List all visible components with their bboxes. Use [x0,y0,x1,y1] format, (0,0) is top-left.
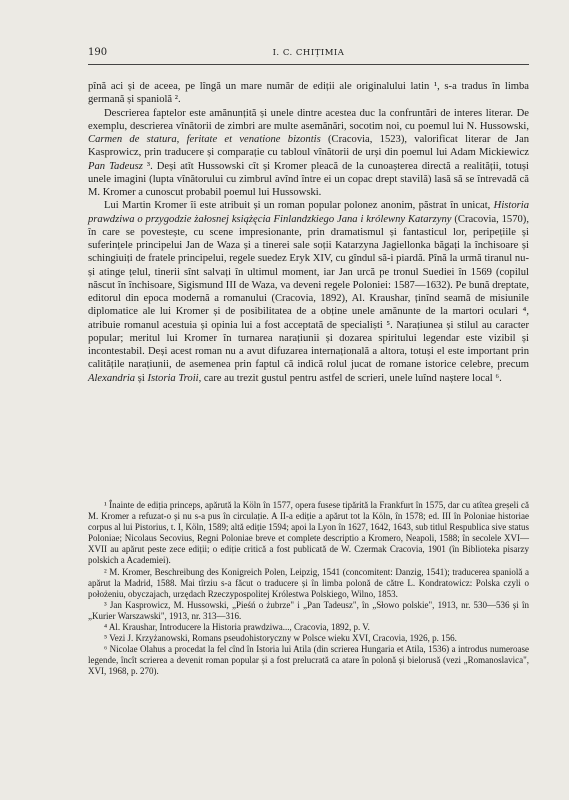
paragraph-3-text-c: și [135,372,148,384]
footnote-1: ¹ Înainte de ediția princeps, apărută la Köln în 1577, opera fusese tipărită la Frankfurt în 1575, dar cu atîtea greșeli că M. Kromer a refuzat-o și nu s-a pus în circulație. A II-a ediție a apărut tot la Köln, în 1578; ed. III în Poloniae historiae corpus al lui Pistorius, t. I, Köln, 1589; altă ediție 1594; apoi la Lyon în 1627, 1642, 1643, sub titlul Respublica sive status Poloniae; Nicolaus Secovius, Regni Poloniae breve et complete descriptio a Kromero, Neapoli, 1588; în secolele XVI—XVII au apărut peste zece ediții; o ediție critică a fost publicată de W. Czermak Cracovia, 1901 (în Biblioteka pisarzy polskich a Academiei). [88,500,529,566]
main-text [88,80,529,385]
paragraph-3-title: Historia prawdziwa o przygodzie żałosnej książęcia Finlandzkiego Jana i królewny Katarzyny [88,200,529,225]
footnote-6: ⁶ Nicolae Olahus a procedat la fel cînd în Istoria lui Atila (din scrierea Hungaria et Atila, 1536) a introdus numeroase legende, încît scrierea a devenit roman popular și a fost prelucrată ca atare în polonă și bielorusă (vezi „Romanoslavica", XVI, 1968, p. 270). [88,644,529,677]
footnotes [88,500,529,678]
footnote-5: ⁵ Vezi J. Krzyżanowski, Romans pseudohistoryczny w Polsce wieku XVI, Cracovia, 1926, p. 156. [104,633,457,644]
paragraph-3-title-2: Alexandria [88,372,136,384]
paragraph-3-text-d: , care au trezit gustul pentru astfel de scrieri, unele luînd naștere local ⁶. [198,372,502,384]
paragraph-2-text-b: (Cracovia, 1523), valorificat literar de Jan Kasprowicz, prin traducere și comparație cu tabloul vînătorii de urși din poemul lui Adam Mickiewicz [88,134,529,159]
paragraph-2-text-a: Descrierea faptelor este amănunțită și unele dintre acestea duc la confruntări de interes literar. De exemplu, descrierea vînătorii de zimbri are multe asemănări, socotim noi, cu poemul lui N. Hussowski, [88,107,529,132]
paragraph-2-title-2: Pan Tadeusz [88,160,143,172]
header-rule [88,64,529,65]
paragraph-2-title: Carmen de statura, feritate et venatione bizontis [88,134,321,145]
paragraph-3-text-b: (Cracovia, 1570), în care se povestește, cu scene impresionante, prin dramatismul și fantasticul lor, peripețiile și suferințele principelui Jan de Waza și a tinerei sale soții Katarzyna Jagiellonka băgați la închisoare și schingiuiți de fratele principelui, regele suedez Eryk XIV, cu gîndul să-i piardă. Pînă la urmă tiranul nu-și atinge țelul, tinerii sînt salvați în ultimul moment, iar Jan urcă pe tronul Suediei în 1569 (copilul născut în închisoare, Sigismund III de Waza, va deveni regele Poloniei: 1587—1632). Pe bună dreptate, editorul din epoca modernă a romanului (Cracovia, 1892), Al. Kraushar, ținînd seamă de misiunile diplomatice ale lui Kromer și de posibilitatea de a obține unele amănunte de la martori oculari ⁴, atribuie romanul acestuia și opinia lui a fost acceptată de specialiști ⁵. Narațiunea și stilul au caracter popular; meritul lui Kromer în turnarea narațiunii și dozarea spiritului legendar este vizibil și incontestabil. Deși acest roman nu a avut difuzarea internațională a altora, totuși el este important prin calitățile narațiunii, de asemenea prin faptul că indică rolul jucat de romane istorice celebre, precum [88,213,529,371]
footnote-2: ² M. Kromer, Beschreibung des Konigreich Polen, Leipzig, 1541 (concomitent: Danzig, 1541); traducerea spaniolă a apărut la Madrid, 1588. Mai tîrziu s-a făcut o traducere și în limba polonă de către L. Kondratowicz: Polska czyli o położeniu, obyczajach, urzędach Rzeczypospolitej Królestwa Polskiego, Wilno, 1853. [88,566,529,599]
paragraph-3-text-a: Lui Martin Kromer îi este atribuit și un roman popular polonez anonim, păstrat în unicat, [104,200,494,212]
paragraph-1: pînă aci și de aceea, pe lîngă un mare număr de ediții ale originalului latin ¹, s-a tradus în limba germană și spaniolă ². [88,81,529,106]
page-header [88,47,529,63]
running-head: I. C. CHIȚIMIA [272,48,345,58]
footnote-4: ⁴ Al. Kraushar, Introducere la Historia prawdziwa..., Cracovia, 1892, p. V. [104,622,370,633]
page-number: 190 [88,47,108,58]
footnote-3: ³ Jan Kasprowicz, M. Hussowski, „Pieśń o żubrze" i „Pan Tadeusz", în „Słowo polskie", 1913, nr. 530—536 și în „Kurier Warszawski", 1913, nr. 313—316. [88,599,529,621]
paragraph-2-text-c: ³. Deși atît Hussowski cît și Kromer pleacă de la cunoașterea directă a realității, totuși unele imagini (lupta vînătorului cu zimbrul avînd între ei un copac drept stavilă) lasă să se întrevadă că M. Kromer a cunoscut probabil poemul lui Hussowski. [88,160,529,198]
paragraph-3 [88,199,529,385]
paragraph-2 [88,107,529,200]
paragraph-3-title-3: Istoria Troii [147,372,199,384]
